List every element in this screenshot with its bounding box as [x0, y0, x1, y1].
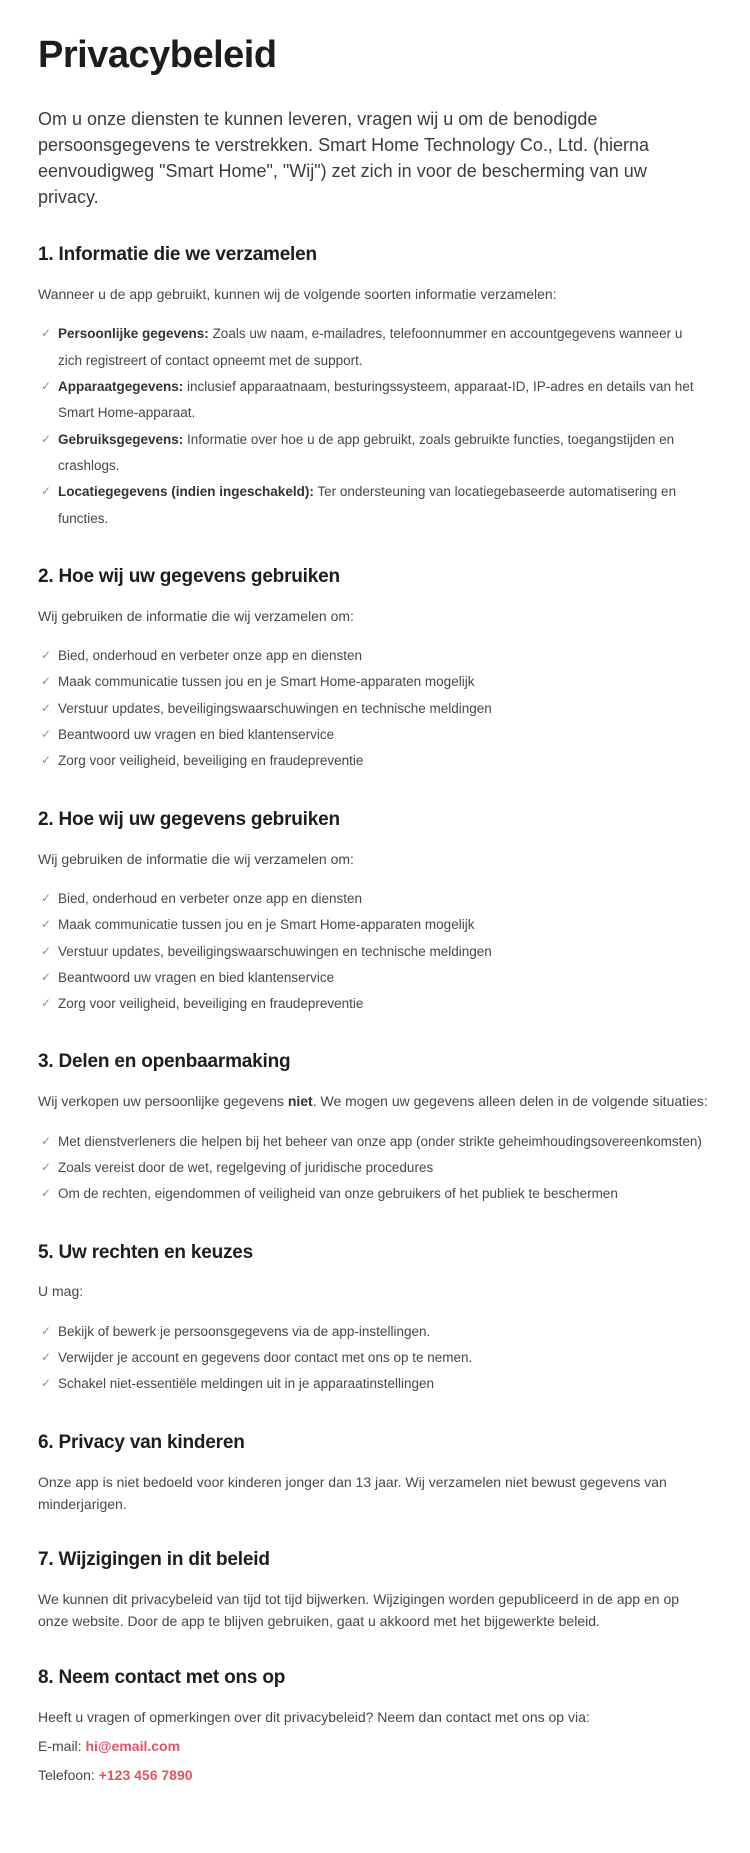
check-icon: ✓: [41, 700, 52, 715]
list-item-text: Bied, onderhoud en verbeter onze app en diensten: [58, 890, 362, 906]
list-item-lead: Apparaatgegevens:: [58, 379, 184, 395]
list-item-text: Verstuur updates, beveiligingswaarschuwingen en technische meldingen: [58, 700, 492, 716]
check-list: [38, 1319, 710, 1398]
bold-text: niet: [287, 1093, 313, 1110]
check-icon: ✓: [41, 1133, 52, 1148]
list-item-text: Beantwoord uw vragen en bied klantenservice: [58, 969, 335, 985]
check-icon: ✓: [41, 1186, 52, 1201]
list-item-text: Zoals uw naam, e-mailadres, telefoonnummer en accountgegevens wanneer u zich registreert of contact opneemt met de support.: [58, 326, 683, 368]
list-item-lead: Gebruiksgegevens:: [58, 431, 184, 447]
list-item: [41, 479, 710, 532]
section-heading: 1. Informatie die we verzamelen: [38, 244, 317, 266]
check-icon: ✓: [41, 431, 52, 446]
list-item: [41, 748, 710, 774]
policy-section-4: [38, 1051, 710, 1207]
text-run: Wij gebruiken de informatie die wij verzamelen om:: [38, 850, 354, 867]
email-link[interactable]: hi@email.com: [85, 1738, 181, 1755]
section-heading: 7. Wijzigingen in dit beleid: [38, 1549, 270, 1571]
section-paragraph: [38, 1471, 710, 1516]
text-run: U mag:: [38, 1283, 84, 1300]
section-heading: 2. Hoe wij uw gegevens gebruiken: [38, 808, 340, 830]
list-item: [41, 991, 710, 1017]
text-run: Onze app is niet bedoeld voor kinderen jonger dan 13 jaar. Wij verzamelen niet bewust gegevens van minderjarigen.: [38, 1473, 667, 1512]
section-paragraph: [38, 848, 710, 870]
section-paragraph: [38, 1090, 710, 1112]
check-icon: ✓: [41, 379, 52, 394]
list-item-text: Zoals vereist door de wet, regelgeving of juridische procedures: [58, 1159, 434, 1175]
section-paragraph: [38, 1280, 710, 1302]
policy-sections: [38, 244, 710, 1786]
section-heading: 6. Privacy van kinderen: [38, 1431, 245, 1453]
phone-link[interactable]: +123 456 7890: [98, 1766, 193, 1783]
list-item-text: Schakel niet-essentiële meldingen uit in je apparaatinstellingen: [58, 1376, 434, 1392]
list-item-text: Maak communicatie tussen jou en je Smart Home-apparaten mogelijk: [58, 917, 475, 933]
check-icon: ✓: [41, 1323, 52, 1338]
list-item-lead: Persoonlijke gegevens:: [58, 326, 209, 342]
check-icon: ✓: [41, 943, 52, 958]
text-run: Heeft u vragen of opmerkingen over dit privacybeleid? Neem dan contact met ons op via:: [38, 1708, 590, 1725]
list-item: [41, 965, 710, 991]
list-item: [41, 1155, 710, 1181]
contact-label: Telefoon:: [38, 1766, 99, 1783]
policy-section-2: [38, 566, 710, 775]
section-paragraph: [38, 283, 710, 305]
section-heading: 3. Delen en openbaarmaking: [38, 1051, 291, 1073]
list-item-text: Bekijk of bewerk je persoonsgegevens via de app-instellingen.: [58, 1323, 431, 1339]
section-paragraph: [38, 1706, 710, 1728]
list-item: [41, 1371, 710, 1397]
check-icon: ✓: [41, 1376, 52, 1391]
list-item-text: Bied, onderhoud en verbeter onze app en diensten: [58, 648, 362, 664]
list-item-text: inclusief apparaatnaam, besturingssysteem, apparaat-ID, IP-adres en details van het Smart Home-apparaat.: [58, 379, 694, 421]
section-heading: 5. Uw rechten en keuzes: [38, 1241, 254, 1263]
text-run: We kunnen dit privacybeleid van tijd tot tijd bijwerken. Wijzigingen worden gepubliceerd in de app en op onze website. Door de app te blijven gebruiken, gaat u akkoord met het bijgewerkte beleid.: [38, 1591, 680, 1630]
section-heading: 8. Neem contact met ons op: [38, 1666, 286, 1688]
contact-label: E-mail:: [38, 1738, 86, 1755]
policy-section-5: [38, 1242, 710, 1398]
list-item: [41, 427, 710, 480]
check-icon: ✓: [41, 648, 52, 663]
policy-section-1: [38, 244, 710, 532]
list-item: [41, 912, 710, 938]
check-list: [38, 321, 710, 532]
list-item: [41, 696, 710, 722]
check-list: [38, 643, 710, 775]
text-run: . We mogen uw gegevens alleen delen in de volgende situaties:: [312, 1093, 708, 1110]
check-icon: ✓: [41, 890, 52, 905]
check-icon: ✓: [41, 969, 52, 984]
list-item: [41, 886, 710, 912]
list-item-text: Beantwoord uw vragen en bied klantenservice: [58, 727, 335, 743]
list-item-text: Om de rechten, eigendommen of veiligheid van onze gebruikers of het publiek te beschermen: [58, 1186, 618, 1202]
check-icon: ✓: [41, 484, 52, 499]
section-paragraph: [38, 1588, 710, 1633]
check-icon: ✓: [41, 727, 52, 742]
list-item: [41, 939, 710, 965]
list-item-text: Zorg voor veiligheid, beveiliging en fraudepreventie: [58, 753, 364, 769]
text-run: Wij verkopen uw persoonlijke gegevens: [38, 1093, 288, 1110]
check-icon: ✓: [41, 1159, 52, 1174]
check-icon: ✓: [41, 674, 52, 689]
text-run: Wanneer u de app gebruikt, kunnen wij de volgende soorten informatie verzamelen:: [38, 286, 557, 303]
list-item: [41, 1129, 710, 1155]
list-item-text: Maak communicatie tussen jou en je Smart Home-apparaten mogelijk: [58, 674, 475, 690]
list-item: [41, 669, 710, 695]
check-icon: ✓: [41, 996, 52, 1011]
policy-section-8: [38, 1667, 710, 1787]
list-item: [41, 1319, 710, 1345]
list-item: [41, 643, 710, 669]
list-item: [41, 1345, 710, 1371]
section-heading: 2. Hoe wij uw gegevens gebruiken: [38, 565, 340, 587]
list-item: [41, 1181, 710, 1207]
section-paragraph: [38, 605, 710, 627]
check-list: [38, 1129, 710, 1208]
list-item-text: Informatie over hoe u de app gebruikt, zoals gebruikte functies, toegangstijden en crashlogs.: [58, 431, 675, 474]
list-item: [41, 321, 710, 374]
text-run: Wij gebruiken de informatie die wij verzamelen om:: [38, 607, 354, 624]
list-item-text: Verwijder je account en gegevens door contact met ons op te nemen.: [58, 1350, 473, 1366]
list-item-lead: Locatiegegevens (indien ingeschakeld):: [58, 484, 314, 500]
list-item: [41, 374, 710, 427]
contact-line: [38, 1736, 710, 1758]
list-item-text: Ter ondersteuning van locatiegebaseerde automatisering en functies.: [58, 484, 677, 526]
check-icon: ✓: [41, 917, 52, 932]
check-icon: ✓: [41, 326, 52, 341]
intro-paragraph: Om u onze diensten te kunnen leveren, vragen wij u om de benodigde persoonsgegevens te verstrekken. Smart Home Technology Co., Ltd. (hierna eenvoudigweg "Smart Home", "Wij") zet zich in voor de bescherming van uw privacy.: [38, 108, 649, 208]
check-icon: ✓: [41, 1350, 52, 1365]
list-item-text: Met dienstverleners die helpen bij het beheer van onze app (onder strikte geheimhoudingsovereenkomsten): [58, 1133, 702, 1149]
list-item-text: Verstuur updates, beveiligingswaarschuwingen en technische meldingen: [58, 943, 492, 959]
policy-section-6: [38, 1432, 710, 1516]
contact-line: [38, 1765, 710, 1787]
list-item-text: Zorg voor veiligheid, beveiliging en fraudepreventie: [58, 996, 364, 1012]
policy-section-3: [38, 809, 710, 1018]
policy-section-7: [38, 1549, 710, 1633]
list-item: [41, 722, 710, 748]
page-title: Privacybeleid: [38, 34, 277, 76]
check-icon: ✓: [41, 753, 52, 768]
check-list: [38, 886, 710, 1018]
